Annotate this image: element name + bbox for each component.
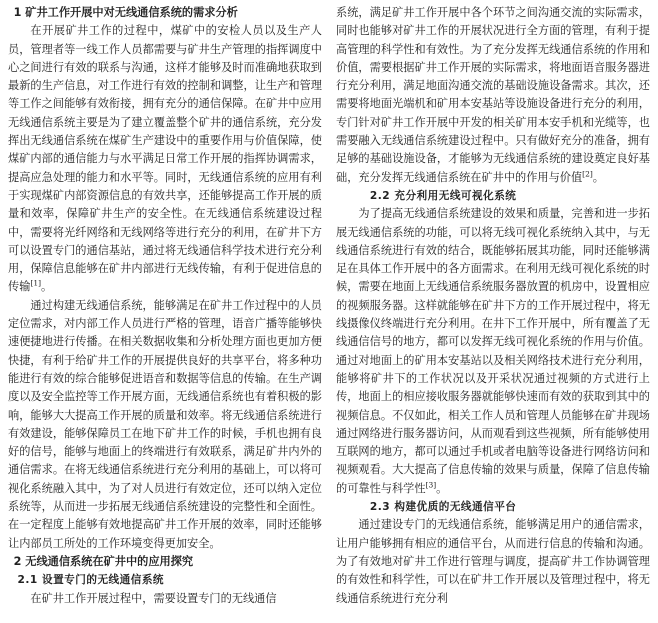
left-column xyxy=(8,4,322,623)
section-2-1-paragraph-start: 在矿井工作开展过程中，需要设置专门的无线通信 xyxy=(30,591,277,605)
section-1-paragraph-2: 通过构建无线通信系统，能够满足在矿井工作过程中的人员定位需求，对内部工作人员进行严格的管理，语音广播等能够快速便捷地进行传播。在相关数据收集和分析处理方面也更加方便快捷，有利于给矿井工作的开展提供良好的共享平台，将多种功能进行有效的综合能够促进语音和数据等信息的传输。在生产调度以及安全监控等工作开展方面，无线通信系统也有着积极的影响，能够大大提高工作开展的质量和效率。将无线通信系统进行有效建设，能够保障员工在地下矿井工作的时候，手机也拥有良好的信号，能够与地面上的终端进行有效联系，满足矿井内外的通信需求。在将无线通信系统进行充分利用的基础上，可以将可视化系统融入其中，为了对人员进行有效定位，还可以纳入定位系统等，从而进一步拓展无线通信系统建设的完整性和全面性。在一定程度上能够有效地提高矿井工作开展的效率，同时还能够让内部员工所处的工作环境变得更加安全。 xyxy=(8,298,322,550)
paragraph-end: 。 xyxy=(41,280,53,294)
subsection-2-1-heading: 2.1 设置专门的无线通信系统 xyxy=(17,574,165,587)
paragraph-end: 。 xyxy=(436,481,448,495)
section-2-3-paragraph: 通过建设专门的无线通信系统，能够满足用户的通信需求，让用户能够拥有相应的通信平台，从而进行信息的传输和沟通。为了有效地对矿井工作进行管理与调度，提高矿井工作协调管理的有效性和科学性，可以在矿井工作开展以及管理过程中，将无线通信系统进行充分利 xyxy=(336,518,650,605)
section-1-paragraph-1 xyxy=(8,22,322,296)
section-1-heading: 1 矿井工作开展中对无线通信系统的需求分析 xyxy=(13,6,238,19)
paragraph-text: 为了提高无线通信系统建设的效果和质量，完善和进一步拓展无线通信系统的功能，可以将无线可视化系统纳入其中，与无线通信系统进行有效的结合，既能够拓展其功能，同时还能够满足在具体工作开展中的各方面需求。在利用无线可视化系统的时候，需要在地面上无线通信系统服务器放置的机房中，设置相应的视频服务器。这样就能够在矿井下方的工作开展过程中，将无线摄像仪终端进行充分利用。在井下工作开展中，所有覆盖了无线通信信号的地方，都可以发挥无线可视化系统的作用与价值。通过对地面上的矿用本安基站以及相关网络技术进行充分利用，能够将矿井下的工作状况以及开采状况通过视频的方式进行上传，地面上的相应接收服务器就能够快速而有效的获取到其中的视频信息。不仅如此，相关工作人员和管理人员能够在矿井现场通过网络进行服务器访问，从而观看到这些视频，所有能够使用互联网的地方，都可以通过手机或者电脑等设备进行网络访问和视频观看。大大提高了信息传输的效果与质量，保障了信息传输的可靠性与科学性 xyxy=(336,207,650,495)
section-2-heading: 2 无线通信系统在矿井中的应用探究 xyxy=(13,554,194,568)
subsection-2-3-heading: 2.3 构建优质的无线通信平台 xyxy=(369,501,517,514)
paragraph-text: 在开展矿井工作的过程中，煤矿中的安检人员以及生产人员，管理者等一线工作人员都需要与矿井生产管理的指挥调度中心之间进行有效的联系与沟通，这样才能够及时而准确地获取到最新的生产信息，对工作进行有效的控制和调整，让生产和管理等工作之间能够有效衔接，拥有充分的通信保障。在矿井中应用无线通信系统主要是为了建立覆盖整个矿井的通信系统，充分发挥出无线通信系统在煤矿生产建设中的重要作用与价值保障，使煤矿内部的通信能力与水平满足日常工作开展的指挥协调需求，提高应急处理的能力和水平等。同时，无线通信系统的应用有利于实现煤矿内部资源信息的有效共享，还能够提高工作开展的质量和效率，保障矿井生产的安全性。在无线通信系统建设过程中，需要将光纤网络和无线网络等进行充分的利用，在矿井下方可以设置专门的通信基站，通过将无线通信科学技术进行充分利用，保障信息能够在矿井内部进行无线传输，有利于促进信息的传输 xyxy=(8,24,322,294)
subsection-2-2-heading: 2.2 充分利用无线可视化系统 xyxy=(369,189,517,202)
section-2-2-paragraph xyxy=(336,205,650,498)
paragraph-end: 。 xyxy=(592,170,604,184)
right-column xyxy=(336,4,650,623)
paragraph-text: 系统，满足矿井工作开展中各个环节之间沟通交流的实际需求，同时也能够对矿井工作的开展状况进行全方面的管理，有利于提高管理的科学性和有效性。为了充分发挥无线通信系统的作用和价值，需要根据矿井工作开展的实际需求，将地面语音服务器进行充分利用，满足地面沟通交流的基础设施设备需求。其次，还需要将地面光端机和矿用本安基站等设施设备进行充分的利用，专门针对矿井工作开展中开发的相关矿用本安手机和光缆等，也需要融入无线通信系统建设过程中。只有做好充分的准备，拥有足够的基础设施设备，才能够为无线通信系统的建设奠定良好基础，充分发挥无线通信系统在矿井中的作用与价值 xyxy=(336,6,650,184)
citation-1: [1] xyxy=(30,278,42,288)
citation-2: [2] xyxy=(582,168,593,178)
section-2-1-paragraph-cont xyxy=(336,4,650,187)
citation-3: [3] xyxy=(425,479,437,489)
